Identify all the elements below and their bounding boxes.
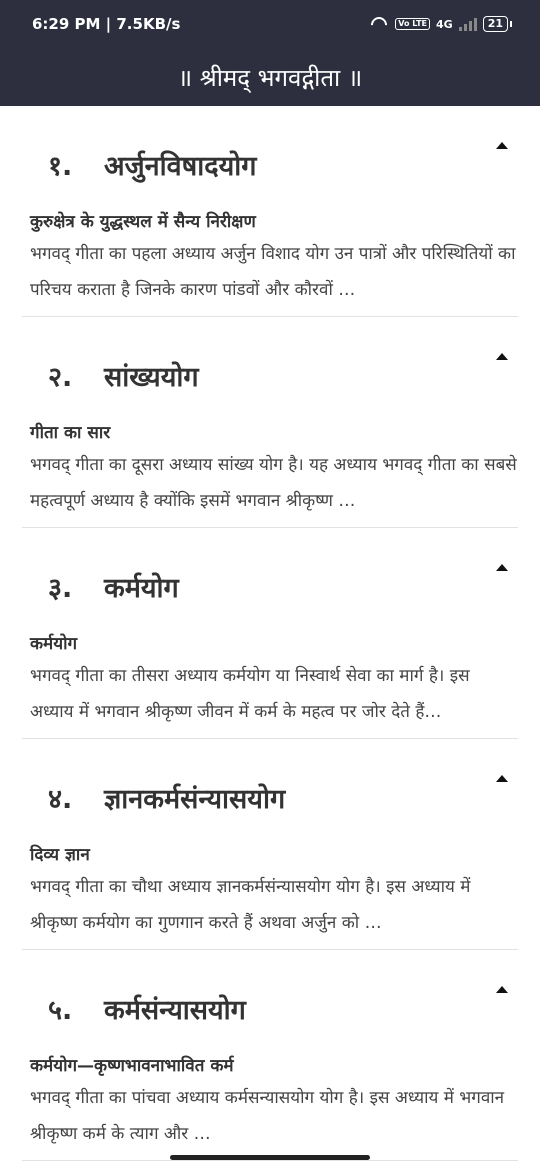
chapter-card-4[interactable] bbox=[22, 739, 518, 950]
chapter-subtitle: गीता का सार bbox=[30, 423, 111, 443]
chapter-description: भगवद् गीता का चौथा अध्याय ज्ञानकर्मसंन्यासयोग योग है। इस अध्याय में श्रीकृष्ण कर्मयोग का गुणगान करते हैं अथवा अर्जुन को … bbox=[30, 877, 471, 933]
battery-icon: 21 bbox=[483, 16, 508, 32]
chapter-number: १. bbox=[48, 151, 73, 182]
chapter-number: ४. bbox=[48, 784, 73, 815]
chapter-description: भगवद् गीता का दूसरा अध्याय सांख्य योग है। यह अध्याय भगवद् गीता का सबसे महत्वपूर्ण अध्याय है क्योंकि इसमें भगवान श्रीकृष्ण … bbox=[30, 455, 517, 511]
chapter-title: कर्मसंन्यासयोग bbox=[104, 995, 246, 1026]
collapse-icon[interactable] bbox=[496, 564, 508, 571]
chapter-number: ३. bbox=[48, 573, 73, 604]
chapter-number: २. bbox=[48, 362, 73, 393]
chapter-list bbox=[0, 106, 540, 1161]
collapse-icon[interactable] bbox=[496, 775, 508, 782]
status-bar bbox=[0, 0, 540, 48]
chapter-description: भगवद् गीता का पांचवा अध्याय कर्मसन्यासयोग योग है। इस अध्याय में भगवान श्रीकृष्ण कर्म के त्याग और … bbox=[30, 1088, 505, 1144]
status-icons bbox=[369, 16, 508, 32]
chapter-subtitle: कर्मयोग—कृष्णभावनाभावित कर्म bbox=[30, 1056, 234, 1076]
chapter-card-3[interactable] bbox=[22, 528, 518, 739]
status-time-speed: 6:29 PM | 7.5KB/s bbox=[32, 15, 181, 33]
app-title: ॥ श्रीमद् भगवद्गीता ॥ bbox=[177, 63, 363, 92]
chapter-description: भगवद् गीता का तीसरा अध्याय कर्मयोग या निस्वार्थ सेवा का मार्ग है। इस अध्याय में भगवान श्रीकृष्ण जीवन में कर्म के महत्व पर जोर देते हैं… bbox=[30, 666, 470, 722]
chapter-heading bbox=[48, 779, 518, 816]
chapter-heading bbox=[48, 146, 518, 183]
collapse-icon[interactable] bbox=[496, 986, 508, 993]
chapter-title: सांख्ययोग bbox=[104, 362, 199, 393]
chapter-heading bbox=[48, 990, 518, 1027]
chapter-subtitle: दिव्य ज्ञान bbox=[30, 845, 90, 865]
collapse-icon[interactable] bbox=[496, 142, 508, 149]
chapter-description: भगवद् गीता का पहला अध्याय अर्जुन विशाद योग उन पात्रों और परिस्थितियों का परिचय कराता है जिनके कारण पांडवों और कौरवों … bbox=[30, 244, 516, 300]
chapter-number: ५. bbox=[48, 995, 73, 1026]
home-indicator[interactable] bbox=[170, 1155, 370, 1160]
chapter-card-1[interactable] bbox=[22, 106, 518, 317]
chapter-title: ज्ञानकर्मसंन्यासयोग bbox=[104, 784, 286, 815]
chapter-subtitle: कुरुक्षेत्र के युद्धस्थल में सैन्य निरीक्षण bbox=[30, 212, 256, 232]
network-type: 4G bbox=[436, 17, 453, 31]
chapter-title: कर्मयोग bbox=[104, 573, 179, 604]
chapter-heading bbox=[48, 357, 518, 394]
chapter-heading bbox=[48, 568, 518, 605]
collapse-icon[interactable] bbox=[496, 353, 508, 360]
chapter-subtitle: कर्मयोग bbox=[30, 634, 78, 654]
app-bar bbox=[0, 48, 540, 106]
volte-icon: Vo LTE bbox=[395, 18, 430, 30]
chapter-card-2[interactable] bbox=[22, 317, 518, 528]
chapter-card-5[interactable] bbox=[22, 950, 518, 1161]
signal-icon bbox=[459, 17, 477, 31]
chapter-title: अर्जुनविषादयोग bbox=[104, 151, 257, 182]
wifi-icon bbox=[369, 17, 389, 31]
